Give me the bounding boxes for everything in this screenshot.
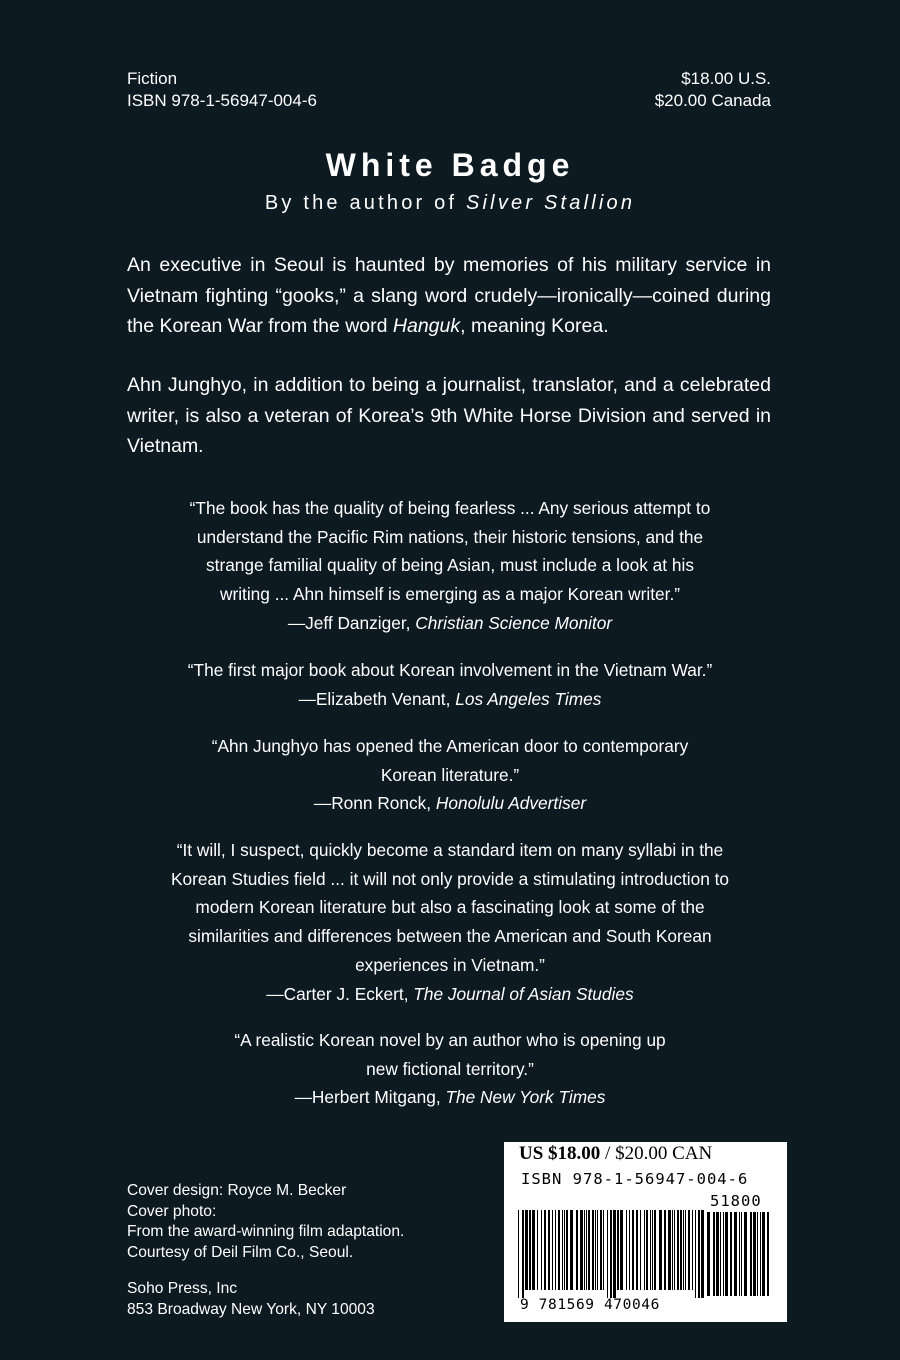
publisher-info — [127, 1279, 375, 1320]
barcode-bar — [677, 1210, 679, 1290]
barcode-bar — [632, 1210, 634, 1290]
barcode-bar — [707, 1212, 710, 1296]
description-text: An executive in Seoul is haunted by memories of his military service in Vietnam fighting “gooks,” a slang word crudely—ironically—coined during the Korean War from the word — [127, 254, 771, 337]
cover-photo-line-1: From the award-winning film adaptation. — [127, 1223, 405, 1241]
barcode-bar — [750, 1212, 752, 1296]
quote-line: modern Korean literature but also a fascinating look at some of the — [195, 897, 705, 918]
barcode-price-us: US $18.00 — [519, 1143, 601, 1164]
quote-author: —Ronn Ronck, — [313, 793, 436, 814]
review-quote-3 — [130, 732, 770, 818]
quote-attribution — [130, 685, 770, 714]
barcode-bar — [668, 1210, 671, 1290]
barcode-bar — [552, 1210, 553, 1290]
quote-line: “The first major book about Korean involvement in the Vietnam War.” — [187, 660, 713, 680]
barcode-bar — [610, 1210, 612, 1298]
barcode-bar — [626, 1210, 627, 1290]
byline-prefix: By the author of — [264, 192, 466, 214]
quote-line: strange familial quality of being Asian, must include a look at his — [206, 555, 694, 576]
quote-author: —Jeff Danziger, — [287, 612, 416, 633]
header-right — [655, 68, 771, 112]
barcode-bar — [613, 1210, 616, 1298]
barcode-isbn: ISBN 978-1-56947-004-6 — [521, 1170, 749, 1188]
barcode-bar — [695, 1210, 696, 1298]
barcode-bar — [757, 1212, 758, 1296]
quote-author: —Elizabeth Venant, — [298, 688, 456, 709]
genre-label: Fiction — [127, 69, 178, 88]
barcode-bar — [767, 1212, 769, 1296]
barcode-bar — [529, 1210, 531, 1290]
barcode-bar — [558, 1210, 560, 1290]
barcode-price-can: $20.00 CAN — [615, 1143, 713, 1164]
barcode-bar — [730, 1212, 732, 1296]
barcode-bar — [518, 1210, 519, 1298]
barcode-bar — [617, 1210, 619, 1290]
quote-source: The Journal of Asian Studies — [413, 983, 634, 1004]
quote-line: similarities and differences between the American and South Korean — [188, 926, 712, 947]
barcode-bar — [644, 1210, 645, 1290]
barcode-bar — [674, 1210, 675, 1290]
quote-line: “Ahn Junghyo has opened the American door to contemporary — [211, 736, 689, 756]
quote-source: The New York Times — [445, 1087, 606, 1108]
barcode-bar — [659, 1210, 662, 1290]
quote-source: Honolulu Advertiser — [435, 793, 587, 814]
barcode-label — [504, 1142, 787, 1322]
quote-line: Korean literature.” — [380, 764, 520, 785]
review-quote-2 — [130, 656, 770, 713]
barcode-bar — [525, 1210, 528, 1290]
price-canada: $20.00 Canada — [654, 91, 771, 110]
barcode-bar — [576, 1210, 578, 1290]
book-title: White Badge — [325, 147, 575, 183]
quote-author: —Carter J. Eckert, — [266, 983, 414, 1004]
description-paragraph-2: Ahn Junghyo, in addition to being a journalist, translator, and a celebrated writer, is also a veteran of Korea’s 9th White Horse Division and served in Vietnam. — [127, 374, 771, 457]
barcode-bar — [537, 1210, 538, 1290]
description-text-end: , meaning Korea. — [460, 315, 609, 337]
cover-photo-line-2: Courtesy of Deil Film Co., Seoul. — [127, 1243, 354, 1261]
barcode-bar — [734, 1212, 737, 1296]
barcode-bar — [672, 1210, 673, 1290]
barcode-bar — [544, 1210, 546, 1290]
barcode-bar — [683, 1210, 684, 1290]
barcode-price — [519, 1143, 712, 1165]
cover-design-credit: Cover design: Royce M. Becker — [127, 1182, 347, 1199]
barcode-bar — [620, 1210, 623, 1290]
barcode-bar — [650, 1210, 651, 1290]
barcode-bar — [600, 1210, 602, 1290]
barcode-price-code: 51800 — [710, 1192, 762, 1210]
barcode-bar — [692, 1210, 693, 1290]
barcode-bar — [592, 1210, 594, 1290]
barcode-bar — [725, 1212, 728, 1296]
barcode-price-separator: / — [600, 1143, 616, 1164]
barcode-bar — [680, 1210, 682, 1290]
barcode-bar — [522, 1210, 524, 1298]
barcode-bar — [701, 1210, 704, 1298]
barcode-bar — [562, 1210, 563, 1290]
quote-line: “A realistic Korean novel by an author who is opening up — [234, 1030, 666, 1050]
barcode-bar — [541, 1210, 542, 1290]
barcode-bar — [580, 1210, 583, 1290]
barcode-bar — [698, 1210, 700, 1298]
barcode-bar — [654, 1210, 656, 1290]
quote-attribution — [130, 789, 770, 818]
barcode-bar — [597, 1210, 598, 1290]
barcode-bar — [741, 1212, 742, 1296]
quote-source: Christian Science Monitor — [415, 612, 613, 633]
barcode-bar — [685, 1210, 686, 1290]
barcode-bar — [603, 1210, 604, 1290]
ean-barcode-bars — [518, 1210, 704, 1298]
byline-book: Silver Stallion — [466, 192, 636, 214]
barcode-bar — [586, 1210, 587, 1290]
barcode-bar — [646, 1210, 648, 1290]
barcode-bar — [588, 1210, 590, 1290]
description-italic-word: Hanguk — [392, 315, 461, 337]
quote-line: writing ... Ahn himself is emerging as a major Korean writer.” — [219, 584, 681, 605]
isbn-label: ISBN 978-1-56947-004-6 — [127, 91, 317, 110]
barcode-bar — [723, 1212, 724, 1296]
cover-photo-label: Cover photo: — [127, 1202, 217, 1220]
barcode-bar — [564, 1210, 565, 1290]
barcode-bar — [753, 1212, 756, 1296]
quote-source: Los Angeles Times — [455, 688, 602, 709]
barcode-bar — [595, 1210, 596, 1290]
quote-attribution — [130, 609, 770, 638]
barcode-bar — [652, 1210, 653, 1290]
barcode-bar — [760, 1212, 761, 1296]
barcode-bar — [629, 1210, 630, 1290]
barcode-bar — [739, 1212, 740, 1296]
barcode-bar — [720, 1212, 721, 1296]
quote-author: —Herbert Mitgang, — [294, 1087, 446, 1108]
price-us: $18.00 U.S. — [681, 69, 771, 88]
quote-line: understand the Pacific Rim nations, their historic tensions, and the — [196, 526, 704, 547]
barcode-bar — [584, 1210, 585, 1290]
review-quote-5 — [130, 1026, 770, 1112]
quote-line: Korean Studies field ... it will not only provide a stimulating introduction to — [170, 868, 730, 889]
barcode-bar — [548, 1210, 550, 1290]
byline — [0, 190, 900, 216]
barcode-bar — [640, 1210, 641, 1290]
barcode-bar — [744, 1212, 747, 1296]
barcode-bar — [636, 1210, 638, 1290]
barcode-bar — [555, 1210, 556, 1290]
description-paragraph-1 — [127, 250, 771, 342]
supplement-barcode-bars — [707, 1212, 771, 1304]
barcode-bar — [688, 1210, 690, 1290]
barcode-bar — [532, 1210, 535, 1290]
quote-attribution — [130, 1083, 770, 1112]
review-quote-4 — [130, 836, 770, 1008]
barcode-bar — [664, 1210, 666, 1290]
quote-line: experiences in Vietnam.” — [355, 954, 545, 975]
publisher-name: Soho Press, Inc — [127, 1280, 238, 1297]
quote-line: new fictional territory.” — [366, 1058, 534, 1079]
header-left — [127, 68, 317, 112]
review-quote-1 — [130, 494, 770, 638]
publisher-address: 853 Broadway New York, NY 10003 — [127, 1300, 375, 1318]
barcode-ean-digits: 9 781569 470046 — [520, 1297, 660, 1313]
barcode-bar — [716, 1212, 719, 1296]
barcode-bar — [607, 1210, 608, 1298]
quote-attribution — [130, 980, 770, 1009]
quote-line: “It will, I suspect, quickly become a standard item on many syllabi in the — [176, 840, 724, 860]
barcode-bar — [713, 1212, 715, 1296]
barcode-bar — [566, 1210, 568, 1290]
quote-line: “The book has the quality of being fearless ... Any serious attempt to — [189, 498, 711, 518]
barcode-bar — [570, 1210, 573, 1290]
barcode-bar — [762, 1212, 765, 1296]
cover-credits — [127, 1181, 404, 1263]
